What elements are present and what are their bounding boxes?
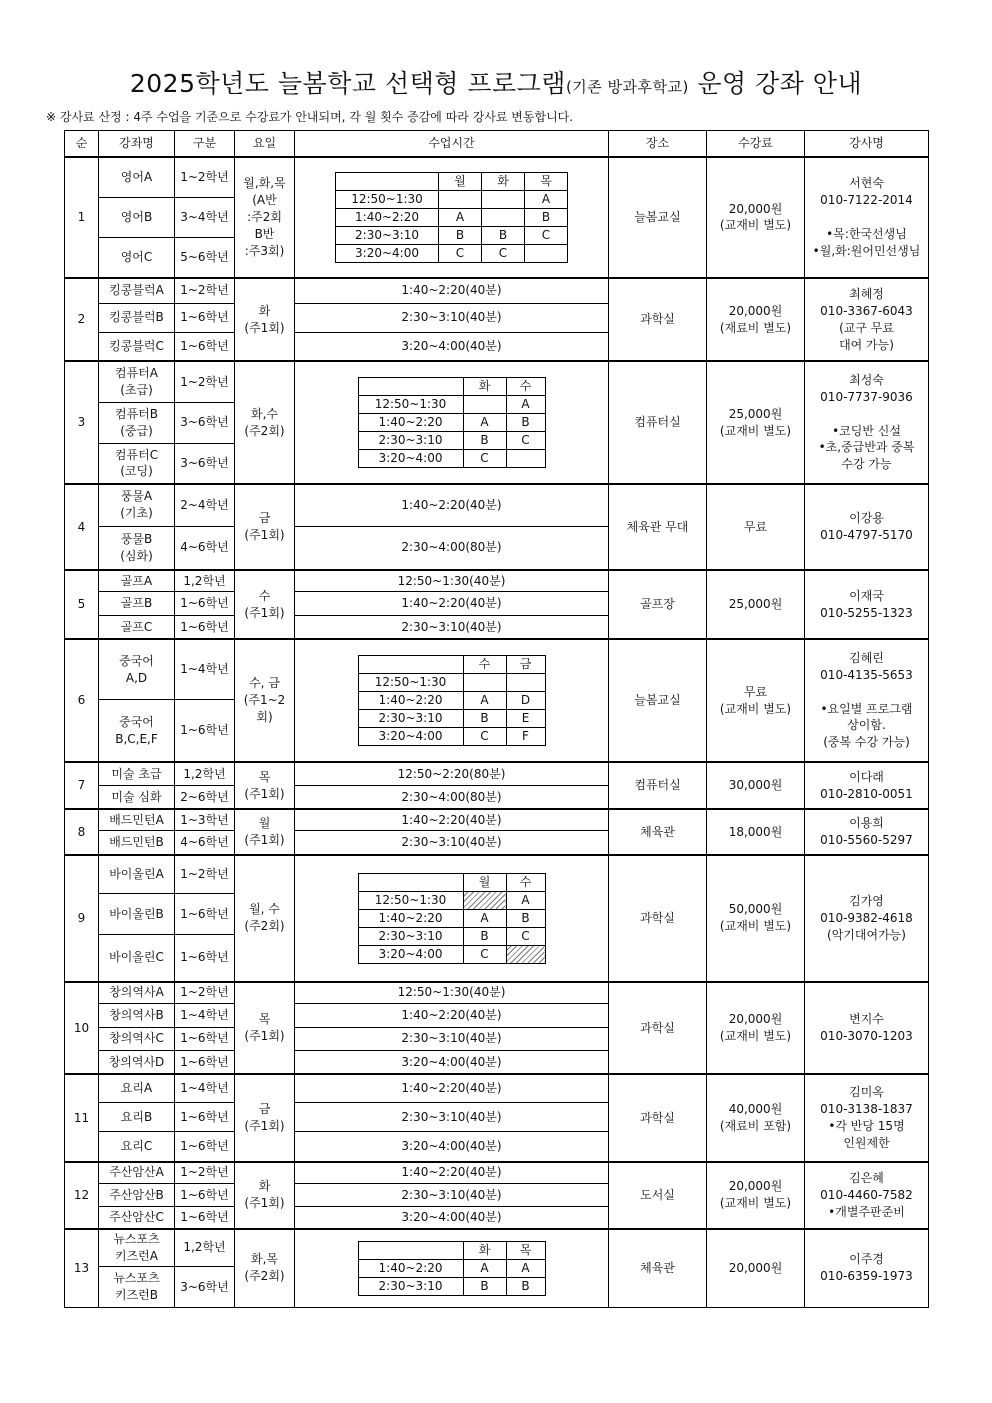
days-cell: 화,수 (주2회) [235,361,295,484]
grid-day-header: 수 [506,873,545,891]
course-name: 영어A [99,157,175,198]
schedule-grid [335,172,568,263]
column-header: 장소 [609,131,707,157]
grid-corner [336,172,439,190]
row-number: 7 [65,762,99,809]
table-row [65,809,929,831]
grid-day-header: 목 [506,1241,545,1259]
page-title [0,64,992,100]
grade-cell: 1~6학년 [175,1207,235,1229]
grade-cell: 1~6학년 [175,1051,235,1075]
table-row [65,484,929,526]
grid-corner [358,656,463,674]
fee-cell: 18,000원 [707,809,805,854]
place-cell: 골프장 [609,570,707,639]
grid-class: B [506,414,545,432]
course-name: 배드민턴A [99,809,175,831]
grid-time: 12:50~1:30 [358,891,463,909]
table-row [65,982,929,1004]
grid-day-header: 월 [439,172,482,190]
grid-class: C [506,927,545,945]
grade-cell: 1~6학년 [175,700,235,763]
grade-cell: 1,2학년 [175,1229,235,1267]
row-number: 12 [65,1162,99,1229]
time-cell: 1:40~2:20(40분) [295,809,609,831]
grid-class [463,891,506,909]
grid-day-header: 화 [463,378,506,396]
grid-class: A [463,1259,506,1277]
time-cell: 2:30~4:00(80분) [295,786,609,810]
grid-time: 1:40~2:20 [358,909,463,927]
table-row [65,1162,929,1184]
grid-corner [358,873,463,891]
grid-time: 2:30~3:10 [358,927,463,945]
place-cell: 과학실 [609,982,707,1075]
course-name: 영어B [99,197,175,237]
grid-corner [358,378,463,396]
fee-cell: 20,000원 (교재비 별도) [707,1162,805,1229]
grid-class: A [525,190,568,208]
grid-class [482,208,525,226]
grade-cell: 1~2학년 [175,982,235,1004]
schedule-grid [358,873,546,964]
grid-class [506,450,545,468]
grid-time: 12:50~1:30 [358,674,463,692]
time-cell: 12:50~2:20(80분) [295,762,609,786]
time-cell: 1:40~2:20(40분) [295,484,609,526]
course-name: 창의역사B [99,1003,175,1027]
teacher-cell: 이강용 010-4797-5170 [805,484,929,570]
table-row [65,570,929,592]
grade-cell: 1~6학년 [175,1102,235,1131]
grid-class: C [463,450,506,468]
grid-day-header: 수 [506,378,545,396]
course-name: 미술 초급 [99,762,175,786]
grid-time: 2:30~3:10 [358,710,463,728]
grade-cell: 1~6학년 [175,1183,235,1207]
time-cell: 2:30~3:10(40분) [295,303,609,332]
course-name: 골프C [99,615,175,639]
place-cell: 과학실 [609,1074,707,1161]
teacher-cell: 김가영 010-9382-4618 (악기대여가능) [805,855,929,982]
grid-class [463,674,506,692]
time-cell: 3:20~4:00(40분) [295,1051,609,1075]
grade-cell: 2~4학년 [175,484,235,526]
schedule-grid [358,1241,546,1296]
course-name: 컴퓨터A (초급) [99,361,175,402]
course-name: 풍물A (기초) [99,484,175,526]
teacher-cell: 이재국 010-5255-1323 [805,570,929,639]
row-number: 1 [65,157,99,279]
course-name: 킹콩블럭A [99,278,175,303]
grid-corner [358,1241,463,1259]
grade-cell: 1~2학년 [175,157,235,198]
grade-cell: 1~6학년 [175,893,235,934]
row-number: 6 [65,639,99,762]
row-number: 2 [65,278,99,361]
grid-class: A [463,692,506,710]
fee-cell: 20,000원 [707,1229,805,1308]
time-cell: 3:20~4:00(40분) [295,332,609,361]
time-cell: 2:30~3:10(40분) [295,831,609,855]
grid-class: C [439,244,482,262]
grid-class: B [482,226,525,244]
days-cell: 월 (주1회) [235,809,295,854]
schedule-grid [358,377,546,468]
grade-cell: 4~6학년 [175,831,235,855]
schedule-cell [295,361,609,484]
grade-cell: 3~6학년 [175,402,235,443]
column-header: 강좌명 [99,131,175,157]
grid-class [525,244,568,262]
course-name: 중국어 A,D [99,639,175,699]
place-cell: 늘봄교실 [609,639,707,762]
days-cell: 금 (주1회) [235,484,295,570]
course-name: 킹콩블럭B [99,303,175,332]
header-row [65,131,929,157]
grid-class: C [463,728,506,746]
grade-cell: 3~4학년 [175,197,235,237]
grade-cell: 4~6학년 [175,526,235,570]
course-name: 요리A [99,1074,175,1102]
grid-class [439,190,482,208]
course-name: 바이올린A [99,855,175,894]
days-cell: 화 (주1회) [235,278,295,361]
grade-cell: 1~2학년 [175,1162,235,1184]
time-cell: 1:40~2:20(40분) [295,592,609,616]
time-cell: 2:30~3:10(40분) [295,1102,609,1131]
row-number: 5 [65,570,99,639]
course-name: 중국어 B,C,E,F [99,700,175,763]
place-cell: 체육관 [609,809,707,854]
schedule-cell [295,157,609,279]
teacher-cell: 이다래 010-2810-0051 [805,762,929,809]
grade-cell: 1~4학년 [175,1003,235,1027]
column-header: 강사명 [805,131,929,157]
days-cell: 수 (주1회) [235,570,295,639]
grid-time: 3:20~4:00 [336,244,439,262]
course-name: 주산암산B [99,1183,175,1207]
course-name: 바이올린C [99,934,175,981]
grid-class [463,396,506,414]
grade-cell: 3~6학년 [175,443,235,484]
grade-cell: 1~6학년 [175,934,235,981]
grid-class: E [506,710,545,728]
course-name: 창의역사C [99,1027,175,1051]
course-name: 골프A [99,570,175,592]
grid-time: 2:30~3:10 [358,432,463,450]
table-row [65,639,929,699]
course-name: 창의역사A [99,982,175,1004]
course-name: 뉴스포츠 키즈런B [99,1266,175,1307]
course-name: 골프B [99,592,175,616]
fee-note: ※ 강사료 산정 : 4주 수업을 기준으로 수강료가 안내되며, 각 월 횟수 증감에 따라 강사료 변동합니다. [46,110,574,124]
row-number: 3 [65,361,99,484]
grid-time: 1:40~2:20 [358,1259,463,1277]
schedule-grid [358,655,546,746]
schedule-cell [295,639,609,762]
time-cell: 3:20~4:00(40분) [295,1207,609,1229]
fee-cell: 20,000원 (교재비 별도) [707,157,805,279]
teacher-cell: 이용희 010-5560-5297 [805,809,929,854]
grid-class: B [506,909,545,927]
fee-cell: 25,000원 (교재비 별도) [707,361,805,484]
grid-class: A [506,396,545,414]
fee-cell: 25,000원 [707,570,805,639]
title-tail: 운영 강좌 안내 [697,69,863,98]
grid-time: 2:30~3:10 [336,226,439,244]
place-cell: 컴퓨터실 [609,762,707,809]
grade-cell: 1~2학년 [175,278,235,303]
grade-cell: 1~4학년 [175,1074,235,1102]
time-cell: 2:30~4:00(80분) [295,526,609,570]
grid-class: C [506,432,545,450]
course-name: 바이올린B [99,893,175,934]
course-table [64,130,929,1308]
course-name: 주산암산A [99,1162,175,1184]
grid-class [506,945,545,963]
grade-cell: 1,2학년 [175,570,235,592]
course-name: 배드민턴B [99,831,175,855]
grid-class: B [463,710,506,728]
grid-class [482,190,525,208]
course-name: 창의역사D [99,1051,175,1075]
grid-time: 1:40~2:20 [358,414,463,432]
fee-cell: 무료 (교재비 별도) [707,639,805,762]
grade-cell: 1~6학년 [175,1027,235,1051]
days-cell: 월, 수 (주2회) [235,855,295,982]
grid-class: A [439,208,482,226]
grade-cell: 1~6학년 [175,332,235,361]
course-name: 킹콩블럭C [99,332,175,361]
table-row [65,361,929,402]
teacher-cell: 이주경 010-6359-1973 [805,1229,929,1308]
title-main: 2025학년도 늘봄학교 선택형 프로그램 [129,69,566,98]
column-header: 요일 [235,131,295,157]
table-row [65,1229,929,1267]
time-cell: 3:20~4:00(40분) [295,1132,609,1162]
time-cell: 12:50~1:30(40분) [295,982,609,1004]
grid-time: 3:20~4:00 [358,728,463,746]
days-cell: 목 (주1회) [235,982,295,1075]
place-cell: 체육관 [609,1229,707,1308]
table-row [65,157,929,198]
row-number: 13 [65,1229,99,1308]
teacher-cell: 김혜린 010-4135-5653 •요일별 프로그램 상이함. (중복 수강 가능) [805,639,929,762]
fee-cell: 무료 [707,484,805,570]
grade-cell: 2~6학년 [175,786,235,810]
grade-cell: 1~6학년 [175,1132,235,1162]
days-cell: 화 (주1회) [235,1162,295,1229]
days-cell: 목 (주1회) [235,762,295,809]
grid-class: C [525,226,568,244]
table-row [65,855,929,894]
fee-cell: 20,000원 (재료비 별도) [707,278,805,361]
fee-cell: 20,000원 (교재비 별도) [707,982,805,1075]
grid-class: A [463,414,506,432]
course-name: 주산암산C [99,1207,175,1229]
table-body [65,157,929,1308]
grid-class [506,674,545,692]
grid-time: 3:20~4:00 [358,945,463,963]
time-cell: 2:30~3:10(40분) [295,615,609,639]
table-row [65,278,929,303]
course-name: 컴퓨터C (코딩) [99,443,175,484]
row-number: 8 [65,809,99,854]
grid-class: B [463,927,506,945]
time-cell: 2:30~3:10(40분) [295,1183,609,1207]
teacher-cell: 변지수 010-3070-1203 [805,982,929,1075]
time-cell: 1:40~2:20(40분) [295,278,609,303]
column-header: 구분 [175,131,235,157]
grade-cell: 1~3학년 [175,809,235,831]
grade-cell: 1~2학년 [175,855,235,894]
schedule-cell [295,1229,609,1308]
teacher-cell: 최성숙 010-7737-9036 •코딩반 신설 •초,중급반과 중복 수강 가능 [805,361,929,484]
teacher-cell: 서현숙 010-7122-2014 •목:한국선생님 •월,화:원어민선생님 [805,157,929,279]
days-cell: 월,화,목 (A반 :주2회 B반 :주3회) [235,157,295,279]
grade-cell: 1,2학년 [175,762,235,786]
grid-day-header: 화 [482,172,525,190]
grade-cell: 1~6학년 [175,303,235,332]
grid-class: B [506,1277,545,1295]
time-cell: 12:50~1:30(40분) [295,570,609,592]
grade-cell: 1~4학년 [175,639,235,699]
grid-class: D [506,692,545,710]
grid-time: 3:20~4:00 [358,450,463,468]
grade-cell: 1~6학년 [175,592,235,616]
grid-class: B [439,226,482,244]
grid-class: F [506,728,545,746]
grid-class: A [463,909,506,927]
fee-cell: 30,000원 [707,762,805,809]
row-number: 10 [65,982,99,1075]
grid-day-header: 목 [525,172,568,190]
teacher-cell: 김은혜 010-4460-7582 •개별주판준비 [805,1162,929,1229]
grade-cell: 1~2학년 [175,361,235,402]
course-name: 영어C [99,237,175,278]
grade-cell: 5~6학년 [175,237,235,278]
place-cell: 늘봄교실 [609,157,707,279]
grid-class: B [525,208,568,226]
place-cell: 체육관 무대 [609,484,707,570]
schedule-cell [295,855,609,982]
row-number: 4 [65,484,99,570]
grade-cell: 1~6학년 [175,615,235,639]
grid-class: C [482,244,525,262]
time-cell: 1:40~2:20(40분) [295,1003,609,1027]
course-name: 요리C [99,1132,175,1162]
place-cell: 과학실 [609,855,707,982]
grid-class: B [463,1277,506,1295]
grid-day-header: 화 [463,1241,506,1259]
grid-class: C [463,945,506,963]
grid-day-header: 수 [463,656,506,674]
place-cell: 도서실 [609,1162,707,1229]
title-sub: (기존 방과후학교) [565,78,689,96]
table-row [65,762,929,786]
grid-day-header: 금 [506,656,545,674]
days-cell: 화,목 (주2회) [235,1229,295,1308]
course-name: 뉴스포츠 키즈런A [99,1229,175,1267]
course-name: 미술 심화 [99,786,175,810]
time-cell: 2:30~3:10(40분) [295,1027,609,1051]
column-header: 수강료 [707,131,805,157]
place-cell: 컴퓨터실 [609,361,707,484]
column-header: 순 [65,131,99,157]
fee-cell: 50,000원 (교재비 별도) [707,855,805,982]
time-cell: 1:40~2:20(40분) [295,1074,609,1102]
grid-day-header: 월 [463,873,506,891]
course-name: 컴퓨터B (중급) [99,402,175,443]
time-cell: 1:40~2:20(40분) [295,1162,609,1184]
row-number: 11 [65,1074,99,1161]
grid-time: 2:30~3:10 [358,1277,463,1295]
grid-class: A [506,1259,545,1277]
grid-time: 1:40~2:20 [336,208,439,226]
days-cell: 금 (주1회) [235,1074,295,1161]
grid-time: 1:40~2:20 [358,692,463,710]
column-header: 수업시간 [295,131,609,157]
place-cell: 과학실 [609,278,707,361]
teacher-cell: 최혜정 010-3367-6043 (교구 무료 대여 가능) [805,278,929,361]
days-cell: 수, 금 (주1~2회) [235,639,295,762]
teacher-cell: 김미옥 010-3138-1837 •각 반당 15명 인원제한 [805,1074,929,1161]
grid-time: 12:50~1:30 [358,396,463,414]
course-name: 요리B [99,1102,175,1131]
fee-cell: 40,000원 (재료비 포함) [707,1074,805,1161]
grid-class: B [463,432,506,450]
grade-cell: 3~6학년 [175,1266,235,1307]
grid-class: A [506,891,545,909]
table-row [65,1074,929,1102]
course-name: 풍물B (심화) [99,526,175,570]
row-number: 9 [65,855,99,982]
grid-time: 12:50~1:30 [336,190,439,208]
